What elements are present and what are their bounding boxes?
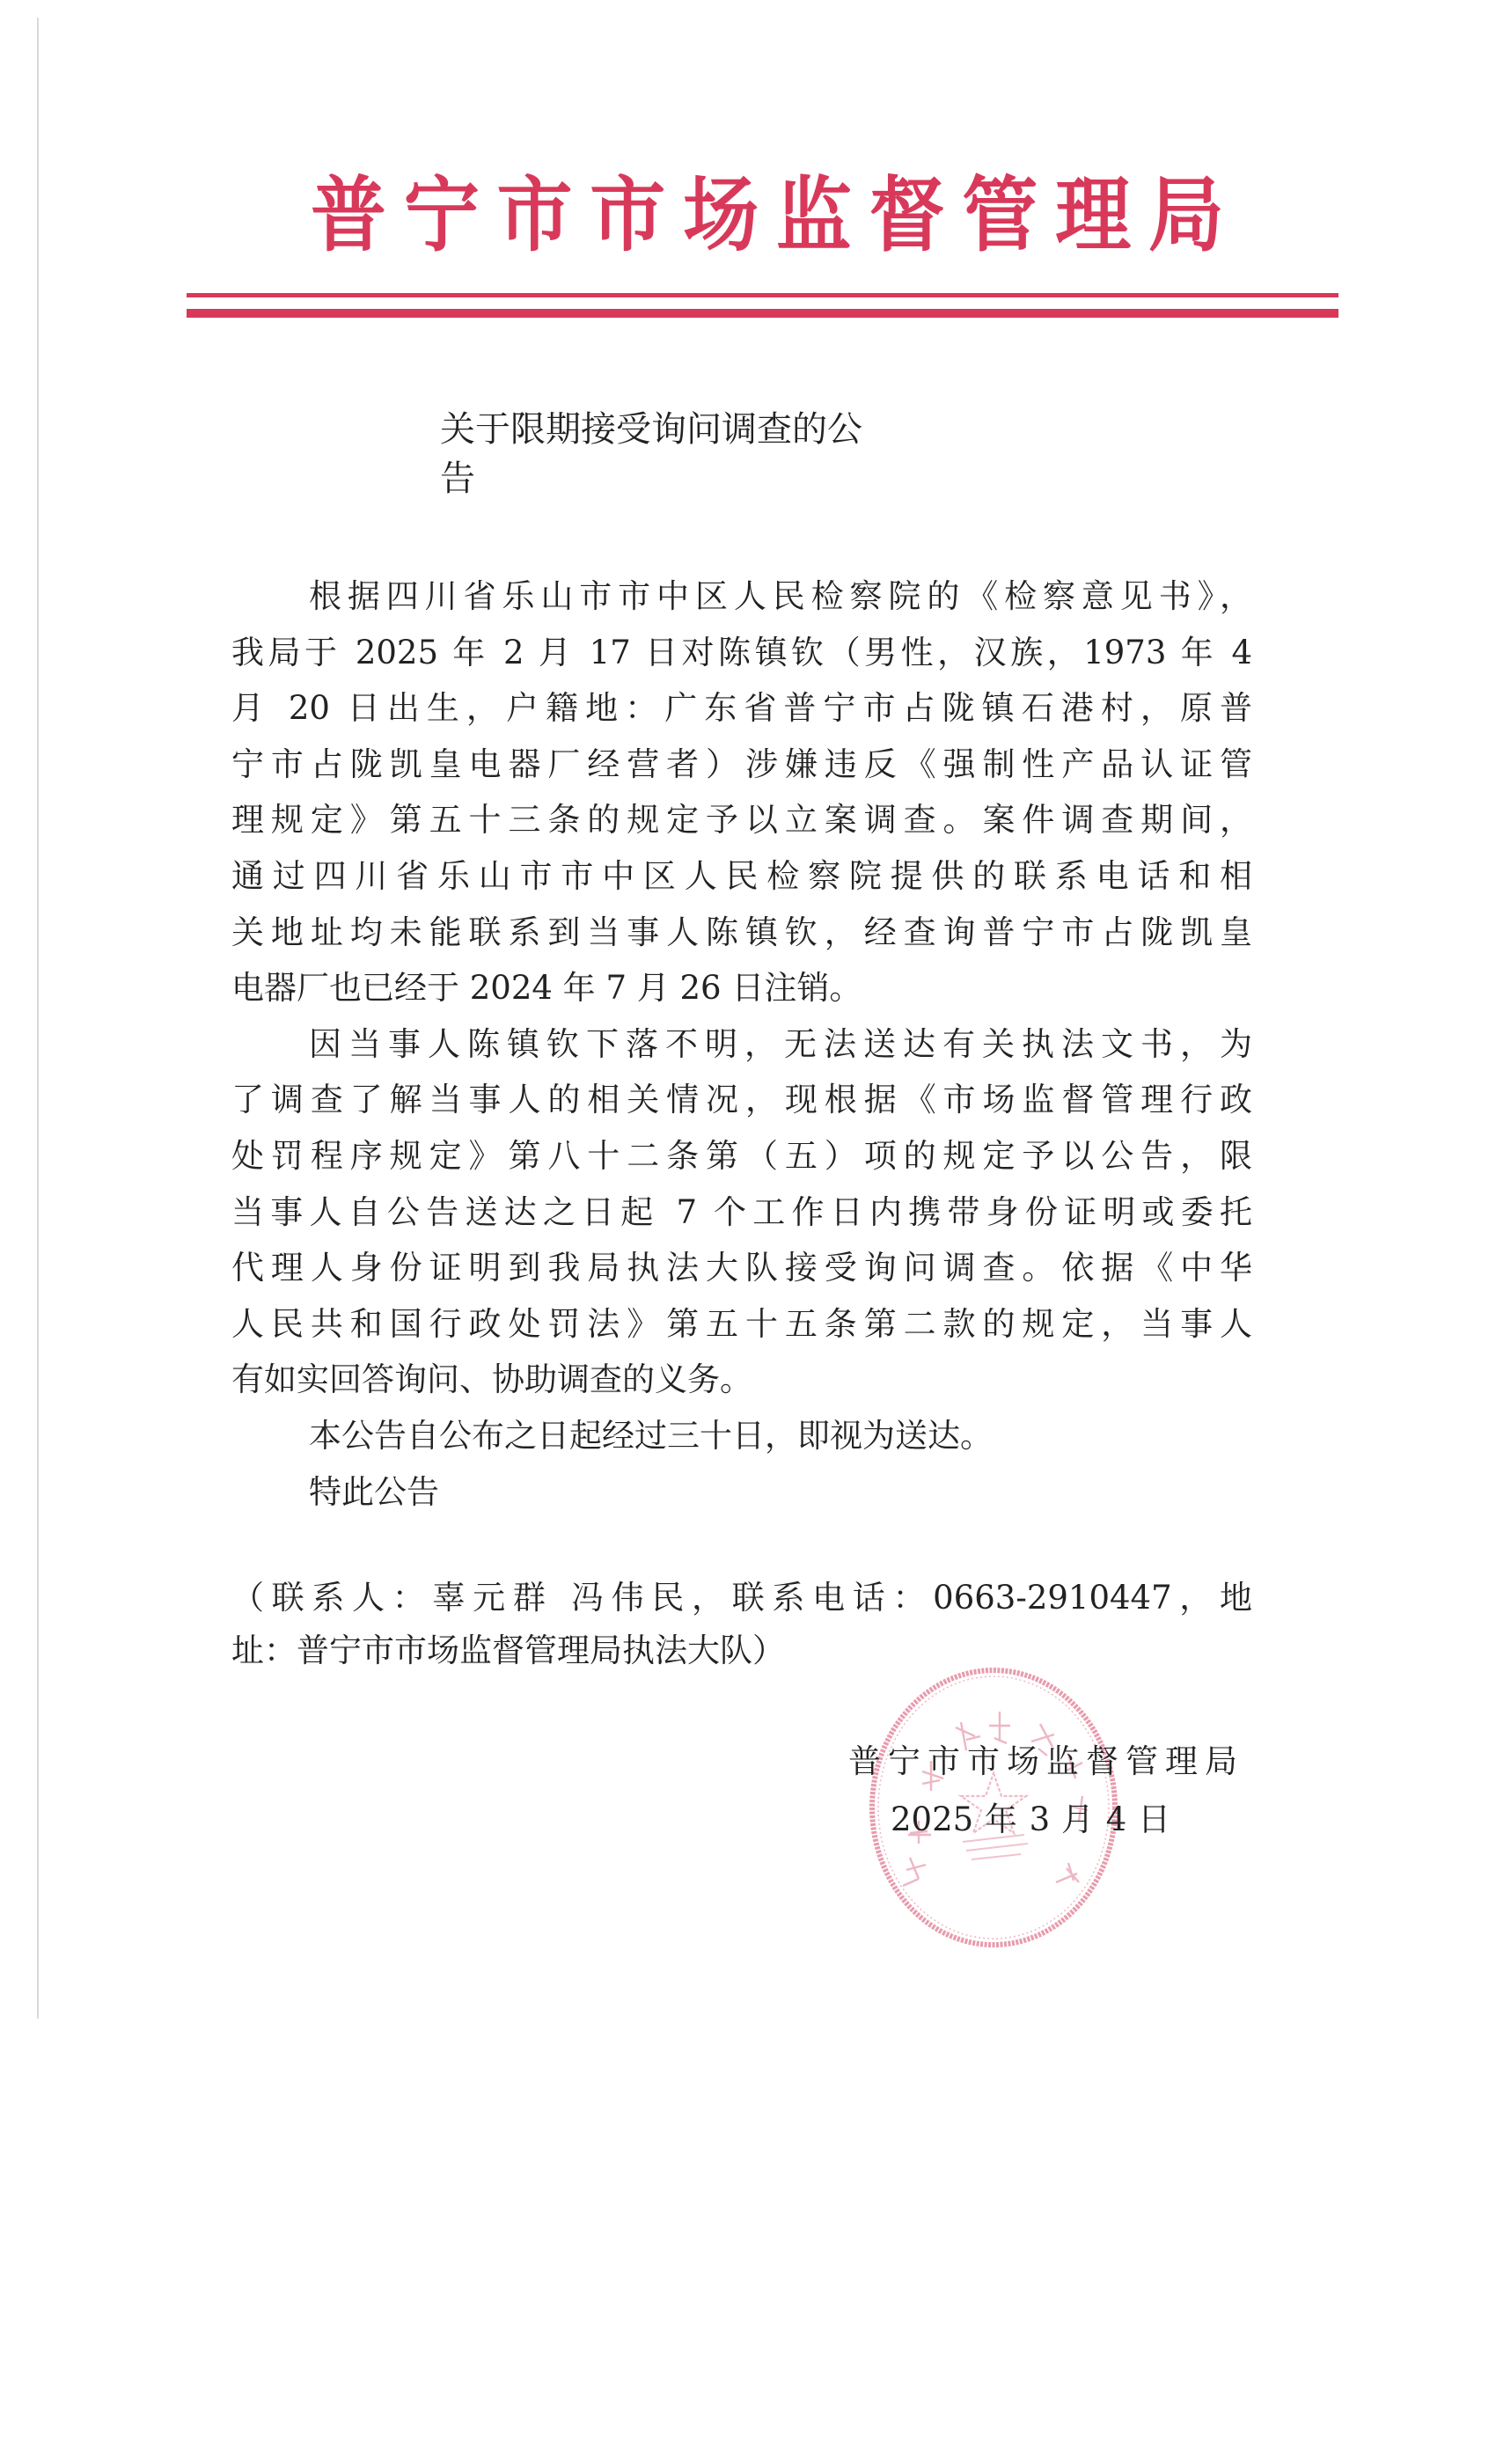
paragraph-2 <box>231 1016 1252 1408</box>
signature-date: 2025 年 3 月 4 日 <box>891 1800 1170 1838</box>
closing-line: 特此公告 <box>309 1472 439 1511</box>
letterhead-char: 监 <box>775 166 852 263</box>
body-line: 通过四川省乐山市市中区人民检察院提供的联系电话和相 <box>231 856 1252 895</box>
document-body <box>231 568 1252 1520</box>
letterhead-char: 管 <box>962 166 1038 263</box>
body-line: 当事人自公告送达之日起 7 个工作日内携带身份证明或委托 <box>231 1192 1252 1231</box>
letterhead-char: 普 <box>311 166 386 263</box>
contact-info <box>231 1572 1252 1677</box>
body-line: 理规定》第五十三条的规定予以立案调查。案件调查期间， <box>231 801 1252 840</box>
document-title: 关于限期接受询问调查的公告 <box>440 409 862 499</box>
body-line: 了调查了解当事人的相关情况，现根据《市场监督管理行政 <box>231 1081 1252 1119</box>
letterhead-rule-thick <box>187 309 1338 318</box>
body-line: 因当事人陈镇钦下落不明，无法送达有关执法文书，为 <box>309 1024 1252 1063</box>
contact-line: （联系人：辜元群 冯伟民，联系电话：0663-2910447，地 <box>231 1579 1252 1617</box>
body-line: 根据四川省乐山市市中区人民检察院的《检察意见书》， <box>309 577 1252 615</box>
signature-organization: 普宁市市场监督管理局 <box>848 1742 1237 1780</box>
paragraph-closing <box>231 1464 1252 1521</box>
contact-line: 址：普宁市市场监督管理局执法大队） <box>231 1632 785 1669</box>
signature-block <box>848 1735 1237 1846</box>
body-line: 关地址均未能联系到当事人陈镇钦，经查询普宁市占陇凯皇 <box>231 913 1252 951</box>
letterhead-char: 督 <box>869 166 945 263</box>
body-line: 人民共和国行政处罚法》第五十五条第二款的规定，当事人 <box>231 1304 1252 1343</box>
scan-edge-line <box>37 18 39 2019</box>
letterhead-char: 局 <box>1148 166 1224 263</box>
letterhead-char: 场 <box>683 166 759 263</box>
paragraph-3 <box>231 1408 1252 1464</box>
body-line: 电器厂也已经于 2024 年 7 月 26 日注销。 <box>231 969 862 1008</box>
letterhead-char: 宁 <box>403 166 480 263</box>
paragraph-1 <box>231 568 1252 1016</box>
letterhead-char: 市 <box>496 166 573 263</box>
body-line: 本公告自公布之日起经过三十日，即视为送达。 <box>309 1416 993 1455</box>
body-line: 处罚程序规定》第八十二条第（五）项的规定予以公告，限 <box>231 1136 1252 1175</box>
body-line: 我局于 2025 年 2 月 17 日对陈镇钦（男性，汉族，1973 年 4 <box>231 633 1252 671</box>
letterhead-char: 理 <box>1055 166 1132 263</box>
letterhead-title <box>310 167 1225 264</box>
body-line: 代理人身份证明到我局执法大队接受询问调查。依据《中华 <box>231 1249 1252 1287</box>
body-line: 有如实回答询问、协助调查的义务。 <box>231 1360 752 1399</box>
letterhead-char: 市 <box>590 166 666 263</box>
body-line: 宁市占陇凯皇电器厂经营者）涉嫌违反《强制性产品认证管 <box>231 744 1252 783</box>
letterhead-rule-thin <box>187 293 1338 297</box>
body-line: 月 20 日出生，户籍地：广东省普宁市占陇镇石港村，原普 <box>231 689 1252 728</box>
